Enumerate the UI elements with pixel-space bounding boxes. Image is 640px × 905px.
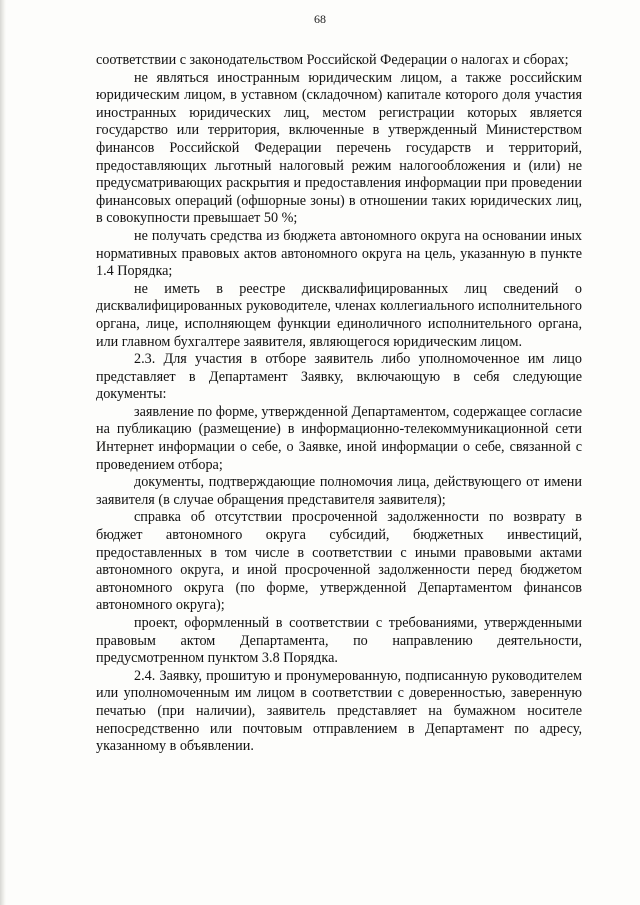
paragraph: справка об отсутствии просроченной задолженности по возврату в бюджет автономного округа субсидий, бюджетных инвестиций, предоставленных в том числе в соответствии с иными правовыми актами автономного округа, и иной просроченной задолженности перед бюджетом автономного округа (по форме, утвержденной Департаментом финансов автономного округа); [96, 509, 582, 614]
document-body [96, 52, 582, 756]
paragraph: документы, подтверждающие полномочия лица, действующего от имени заявителя (в случае обращения представителя заявителя); [96, 474, 582, 508]
paragraph: заявление по форме, утвержденной Департаментом, содержащее согласие на публикацию (размещение) в информационно-телекоммуникационной сети Интернет информации о себе, о Заявке, иной информации о себе, связанной с проведением отбора; [96, 403, 582, 473]
paragraph: не являться иностранным юридическим лицом, а также российским юридическим лицом, в уставном (складочном) капитале которого доля участия иностранных юридических лиц, местом регистрации которых является государство или территория, включенные в утвержденный Министерством финансов Российской Федерации перечень государств и территорий, предоставляющих льготный налоговый режим налогообложения и (или) не предусматривающих раскрытия и предоставления информации при проведении финансовых операций (офшорные зоны) в отношении таких юридических лиц, в совокупности превышает 50 %; [96, 69, 582, 227]
paragraph: 2.3. Для участия в отборе заявитель либо уполномоченное им лицо представляет в Департамент Заявку, включающую в себя следующие документы: [96, 351, 582, 403]
paragraph: не получать средства из бюджета автономного округа на основании иных нормативных правовых актов автономного округа на цель, указанную в пункте 1.4 Порядка; [96, 227, 582, 280]
paragraph: не иметь в реестре дисквалифицированных лиц сведений о дисквалифицированных руководителе, членах коллегиального исполнительного органа, лице, исполняющем функции единоличного исполнительного органа, или главном бухгалтере заявителя, являющегося юридическим лицом. [96, 280, 582, 350]
scan-edge-shadow [0, 0, 6, 905]
page-number: 68 [314, 12, 326, 26]
paragraph: проект, оформленный в соответствии с требованиями, утвержденными правовым актом Департамента, по направлению деятельности, предусмотренном пунктом 3.8 Порядка. [96, 615, 582, 667]
paragraph: соответствии с законодательством Российской Федерации о налогах и сборах; [96, 52, 569, 68]
paragraph: 2.4. Заявку, прошитую и пронумерованную, подписанную руководителем или уполномоченным им лицом в соответствии с доверенностью, заверенную печатью (при наличии), заявитель представляет на бумажном носителе непосредственно или почтовым отправлением в Департамент по адресу, указанному в объявлении. [96, 667, 582, 755]
